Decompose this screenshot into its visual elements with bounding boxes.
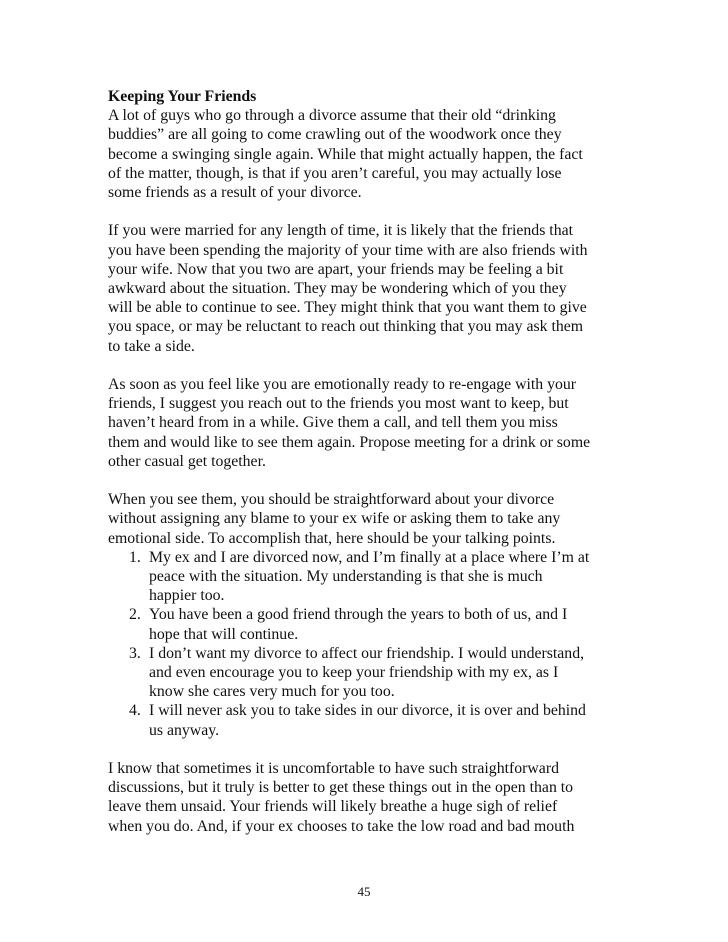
text-line: happier too. [149,587,225,605]
text-line: I will never ask you to take sides in our divorce, it is over and behind [149,702,586,720]
list-number: 4. [129,702,141,720]
talking-points-list [108,548,628,740]
text-line: buddies” are all going to come crawling out of the woodwork once they [108,126,562,144]
text-line: of the matter, though, is that if you aren’t careful, you may actually lose [108,164,562,182]
text-line: without assigning any blame to your ex wife or asking them to take any [108,510,561,528]
text-line: If you were married for any length of time, it is likely that the friends that [108,222,573,240]
text-line: When you see them, you should be straightforward about your divorce [108,491,555,509]
list-number: 2. [129,606,141,624]
text-line: I don’t want my divorce to affect our friendship. I would understand, [149,644,585,662]
list-number: 1. [129,548,141,566]
paragraph-3 [108,375,628,471]
text-line: you space, or may be reluctant to reach out thinking that you may ask them [108,318,584,336]
list-item [108,605,628,643]
list-item [108,701,628,739]
paragraph-4 [108,490,628,548]
paragraph-2 [108,221,628,355]
text-line: You have been a good friend through the years to both of us, and I [149,606,568,624]
list-item [108,548,628,606]
paragraph-1 [108,106,628,202]
text-line: you have been spending the majority of your time with are also friends with [108,241,588,259]
text-line: discussions, but it truly is better to get these things out in the open than to [108,779,574,797]
section-heading: Keeping Your Friends [108,88,257,105]
list-item [108,644,628,702]
text-line: peace with the situation. My understanding is that she is much [149,568,543,586]
text-line: some friends as a result of your divorce. [108,184,362,202]
text-line: other casual get together. [108,452,266,470]
text-line: will be able to continue to see. They might think that you want them to give [108,299,587,317]
page-body [108,87,628,836]
text-line: to take a side. [108,337,195,355]
text-line: when you do. And, if your ex chooses to take the low road and bad mouth [108,817,575,835]
text-line: become a swinging single again. While that might actually happen, the fact [108,145,583,163]
text-line: them and would like to see them again. Propose meeting for a drink or some [108,433,591,451]
text-line: know she cares very much for you too. [149,683,395,701]
text-line: awkward about the situation. They may be wondering which of you they [108,280,567,298]
text-line: your wife. Now that you two are apart, your friends may be feeling a bit [108,260,564,278]
text-line: I know that sometimes it is uncomfortable to have such straightforward [108,760,559,778]
text-line: haven’t heard from in a while. Give them a call, and tell them you miss [108,414,558,432]
text-line: My ex and I are divorced now, and I’m finally at a place where I’m at [149,548,590,566]
text-line: hope that will continue. [149,625,299,643]
text-line: emotional side. To accomplish that, here should be your talking points. [108,529,556,547]
text-line: A lot of guys who go through a divorce assume that their old “drinking [108,107,556,125]
text-line: us anyway. [149,721,220,739]
closing-paragraph [108,759,628,836]
text-line: leave them unsaid. Your friends will likely breathe a huge sigh of relief [108,798,558,816]
text-line: friends, I suggest you reach out to the friends you most want to keep, but [108,395,569,413]
list-number: 3. [129,644,141,662]
text-line: As soon as you feel like you are emotionally ready to re-engage with your [108,376,577,394]
text-line: and even encourage you to keep your friendship with my ex, as I [149,664,559,682]
page-number: 45 [357,884,371,899]
